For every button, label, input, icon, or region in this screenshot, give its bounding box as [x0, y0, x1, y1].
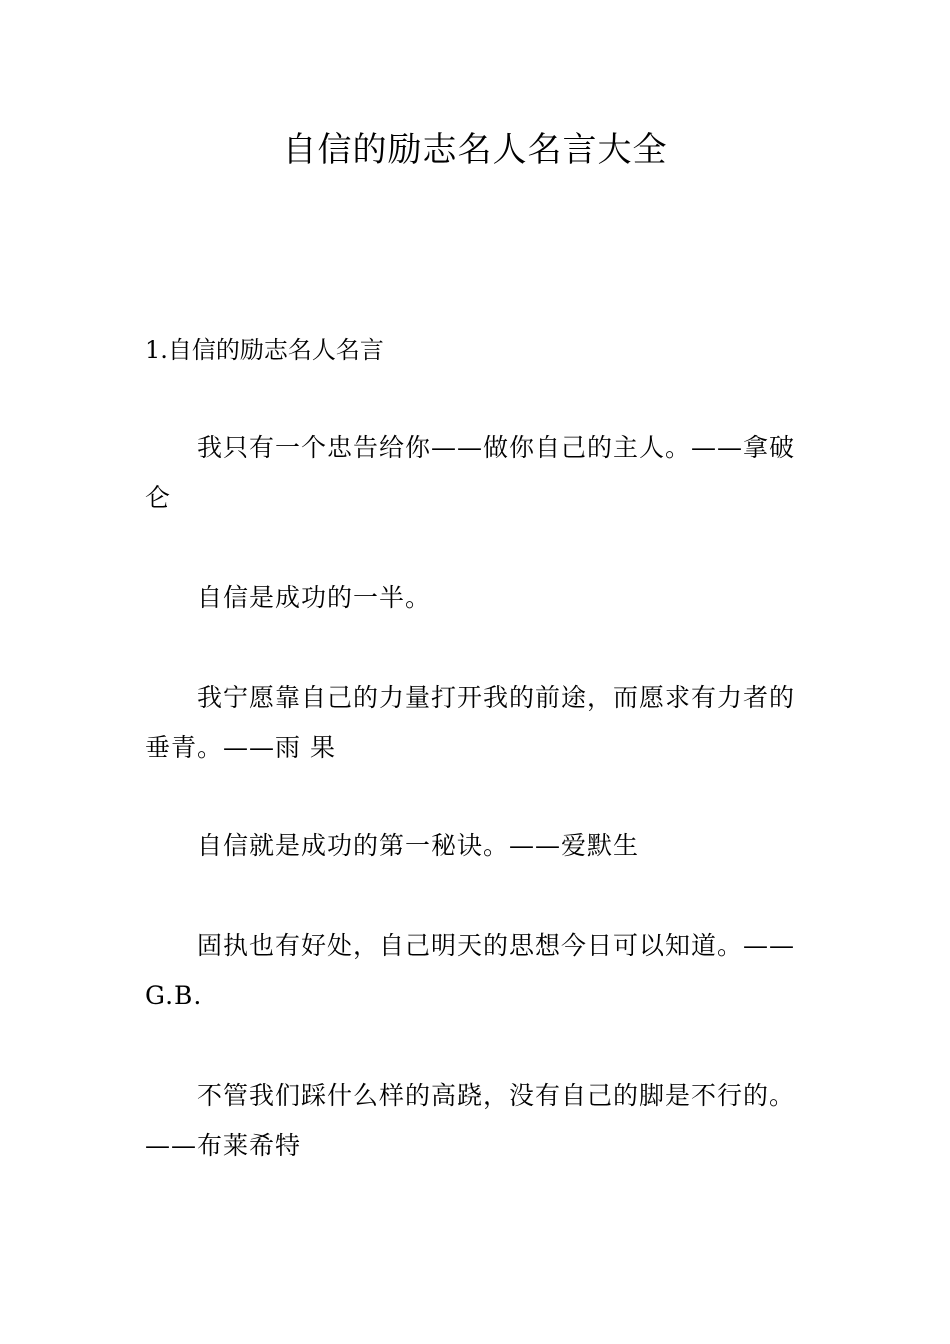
quote-paragraph: 不管我们踩什么样的高跷，没有自己的脚是不行的。——布莱希特	[145, 1081, 796, 1160]
quote-paragraph: 我只有一个忠告给你——做你自己的主人。——拿破仑	[145, 433, 796, 512]
quote-paragraph: 固执也有好处，自己明天的思想今日可以知道。——G.B.	[145, 931, 796, 1010]
quote-paragraph: 自信就是成功的第一秘诀。——爱默生	[197, 831, 640, 860]
section-heading: 1.自信的励志名人名言	[145, 336, 384, 364]
quote-paragraph: 我宁愿靠自己的力量打开我的前途，而愿求有力者的垂青。——雨 果	[145, 683, 796, 762]
quote-paragraph: 自信是成功的一半。	[197, 583, 432, 612]
page-title: 自信的励志名人名言大全	[282, 130, 668, 170]
